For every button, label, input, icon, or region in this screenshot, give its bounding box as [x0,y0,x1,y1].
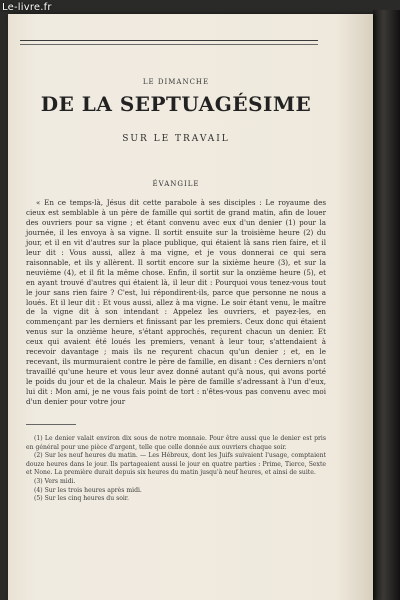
header-rule [20,40,318,41]
footnote-4: (4) Sur les trois heures après midi. [34,486,142,494]
footnote-5: (5) Sur les cinq heures du soir. [34,495,129,503]
footnote-1: (1) Le denier valait environ dix sous de notre monnaie. Pour être aussi que le denier est pris en général pour une pièce d'argent, telle que celle donnée aux ouvriers chaque soir. [26,435,326,451]
watermark: Le-livre.fr [2,2,52,13]
footnotes [26,435,326,504]
page-content [26,78,326,504]
chapter-title: DE LA SEPTUAGÉSIME [40,92,312,116]
footnote-rule [26,424,76,425]
gospel-text: « En ce temps-là, Jésus dit cette parabole à ses disciples : Le royaume des cieux est semblable à un père de famille qui sortit de grand matin, afin de louer des ouvriers pour sa vigne ; et étant convenu avec eux d'un denier (1) pour la journée, il les envoya à sa vigne. Il sortit ensuite sur la troisième heure (2) du jour, et il en vit d'autres sur la place publique, qui étaient là sans rien faire, et il leur dit : Vous aussi, allez à ma vigne, et je vous donnerai ce qui sera raisonnable, et ils y allèrent. Il sortit encore sur la sixième heure (3), et sur la neuvième (4), et il fit la même chose. Enfin, il sortit sur la onzième heure (5), et en ayant trouvé d'autres qui étaient là, il leur dit : Pourquoi vous tenez-vous tout le jour sans rien faire ? C'est, lui répondirent-ils, parce que personne ne nous a loués. Et il leur dit : Et vous aussi, allez à ma vigne. Le soir étant venu, le maître de la vigne dit à son intendant : Appelez les ouvriers, et payez-les, en commençant par les derniers et finissant par les premiers. Ceux donc qui étaient venus sur la onzième heure, s'étant approchés, reçurent chacun un denier. Et ceux qui avaient été loués les premiers, venant à leur tour, s'attendaient à recevoir davantage ; mais ils ne reçurent chacun qu'un denier ; et, en le recevant, ils murmuraient contre le père de famille, en disant : Ces derniers n'ont travaillé qu'une heure et vous leur avez donné autant qu'à nous, qui avons porté le poids du jour et de la chaleur. Mais le père de famille s'adressant à l'un d'eux, lui dit : Mon ami, je ne vous fais point de tort : n'êtes-vous pas convenu avec moi d'un denier pour votre jour [26,198,326,407]
section-heading: ÉVANGILE [152,180,200,188]
footnote-2: (2) Sur les neuf heures du matin. — Les Hébreux, dont les Juifs suivaient l'usage, comptaient douze heures dans le jour. Ils partageaient aussi le jour en quatre parties : Prime, Tierce, Sexte et None. La première durait depuis six heures du matin jusqu'à neuf heures, et ainsi de suite. [26,452,326,477]
chapter-kicker: LE DIMANCHE [142,78,210,86]
chapter-subtitle: SUR LE TRAVAIL [122,134,230,144]
footnote-3: (3) Vers midi. [34,477,76,485]
header-rule-thin [20,44,318,45]
book-spine-shadow [373,10,400,600]
book-page [8,14,373,600]
